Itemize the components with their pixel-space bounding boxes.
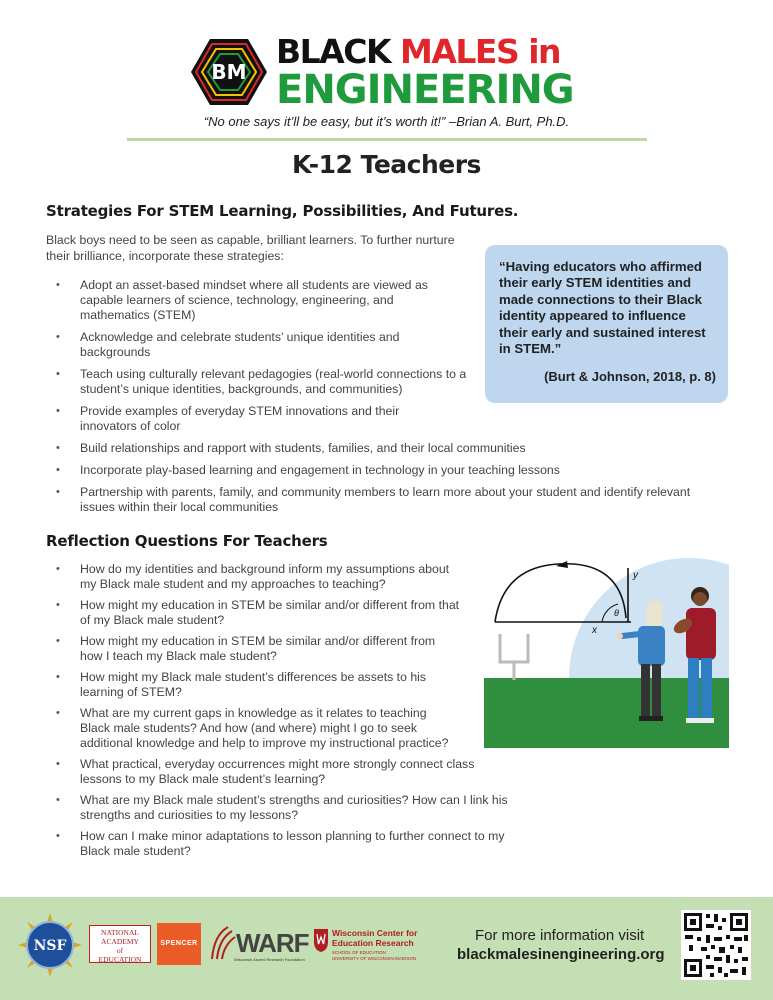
angle-label-theta: θ [614, 608, 619, 618]
qr-code-icon[interactable] [681, 910, 751, 980]
brand-word-black: BLACK [276, 32, 391, 71]
list-item: • Adopt an asset-based mindset where all students are viewed as capable learners of science, technology, engineering, and mathematics (STEM) [46, 278, 436, 323]
logo-letters: BM [211, 60, 247, 84]
nae-line: ACADEMY [101, 937, 139, 946]
page-title: K-12 Teachers [292, 150, 481, 179]
warf-subtitle: Wisconsin Alumni Research Foundation [234, 957, 305, 962]
footer-website-link[interactable]: blackmalesinengineering.org [457, 946, 665, 963]
quote-citation: (Burt & Johnson, 2018, p. 8) [544, 369, 716, 385]
wcer-subtitle [332, 950, 416, 962]
nae-line: NATIONAL [101, 928, 139, 937]
list-item: • Teach using culturally relevant pedagogies (real-world connections to a student’s unique identities, backgrounds, and communities) [46, 367, 480, 397]
list-item: • Partnership with parents, family, and community members to learn more about your student and identify relevant issues within their local communities [46, 485, 700, 515]
spencer-logo: SPENCER [157, 923, 201, 965]
header-divider [127, 138, 647, 141]
brand-word-males: MALES [400, 32, 519, 71]
nae-logo [89, 925, 151, 963]
bmie-logo-icon [190, 37, 268, 107]
football-physics-illustration [484, 556, 729, 748]
list-item: • What are my Black male student’s strengths and curiosities? How can I link his strengths and curiosities to my lessons? [46, 793, 520, 823]
list-item: • How might my education in STEM be similar and/or different from that of my Black male student? [46, 598, 460, 628]
warf-leaf-icon [208, 925, 236, 961]
nsf-logo-icon [18, 913, 82, 977]
axis-label-y: y [633, 570, 638, 581]
footer-info-text: For more information visit [475, 927, 645, 944]
strategies-heading: Strategies For STEM Learning, Possibilities, And Futures. [46, 202, 519, 220]
wcer-title: Wisconsin Center for Education Research [332, 928, 418, 948]
brand-title-line1 [276, 34, 560, 70]
list-item: • How can I make minor adaptations to lesson planning to further connect to my Black male student? [46, 829, 525, 859]
wcer-sub-line: SCHOOL OF EDUCATION [332, 950, 386, 955]
nae-line: EDUCATION [98, 955, 142, 964]
wcer-sub-line: UNIVERSITY OF WISCONSIN-MADISON [332, 956, 417, 961]
axis-label-x: x [592, 625, 597, 636]
tagline-quote: “No one says it’ll be easy, but it’s worth it!” –Brian A. Burt, Ph.D. [203, 114, 570, 129]
list-item: • What are my current gaps in knowledge as it relates to teaching Black male students? And how (and where) might I go to seek additional knowledge and help to improve my instructional practice? [46, 706, 450, 751]
brand-title-line2: ENGINEERING [276, 67, 574, 113]
list-item: • Provide examples of everyday STEM innovations and their innovators of color [46, 404, 420, 434]
reflection-heading: Reflection Questions For Teachers [46, 532, 328, 550]
list-item: • How might my Black male student’s differences be assets to his learning of STEM? [46, 670, 455, 700]
list-item: • How do my identities and background inform my assumptions about my Black male student and my approaches to teaching? [46, 562, 450, 592]
list-item: • Acknowledge and celebrate students’ unique identities and backgrounds [46, 330, 410, 360]
list-item: • Incorporate play-based learning and engagement in technology in your teaching lessons [46, 463, 700, 478]
brand-word-in: in [528, 32, 561, 71]
nsf-text: NSF [33, 938, 67, 954]
list-item: • What practical, everyday occurrences might more strongly connect class lessons to my Black male student’s learning? [46, 757, 480, 787]
uw-crest-icon [313, 927, 329, 953]
nae-line: of [116, 946, 124, 955]
strategies-intro: Black boys need to be seen as capable, brilliant learners. To further nurture their brilliance, incorporate these strategies: [46, 233, 455, 263]
list-item: • How might my education in STEM be similar and/or different from how I teach my Black male student? [46, 634, 460, 664]
list-item: • Build relationships and rapport with students, families, and their local communities [46, 441, 700, 456]
reflection-list [46, 562, 546, 859]
quote-text: “Having educators who affirmed their early STEM identities and made connections to their Black identity appeared to influence their early and sustained interest in STEM.” [499, 259, 706, 357]
warf-logo-text: WARF [236, 928, 309, 958]
quote-callout [485, 245, 728, 403]
